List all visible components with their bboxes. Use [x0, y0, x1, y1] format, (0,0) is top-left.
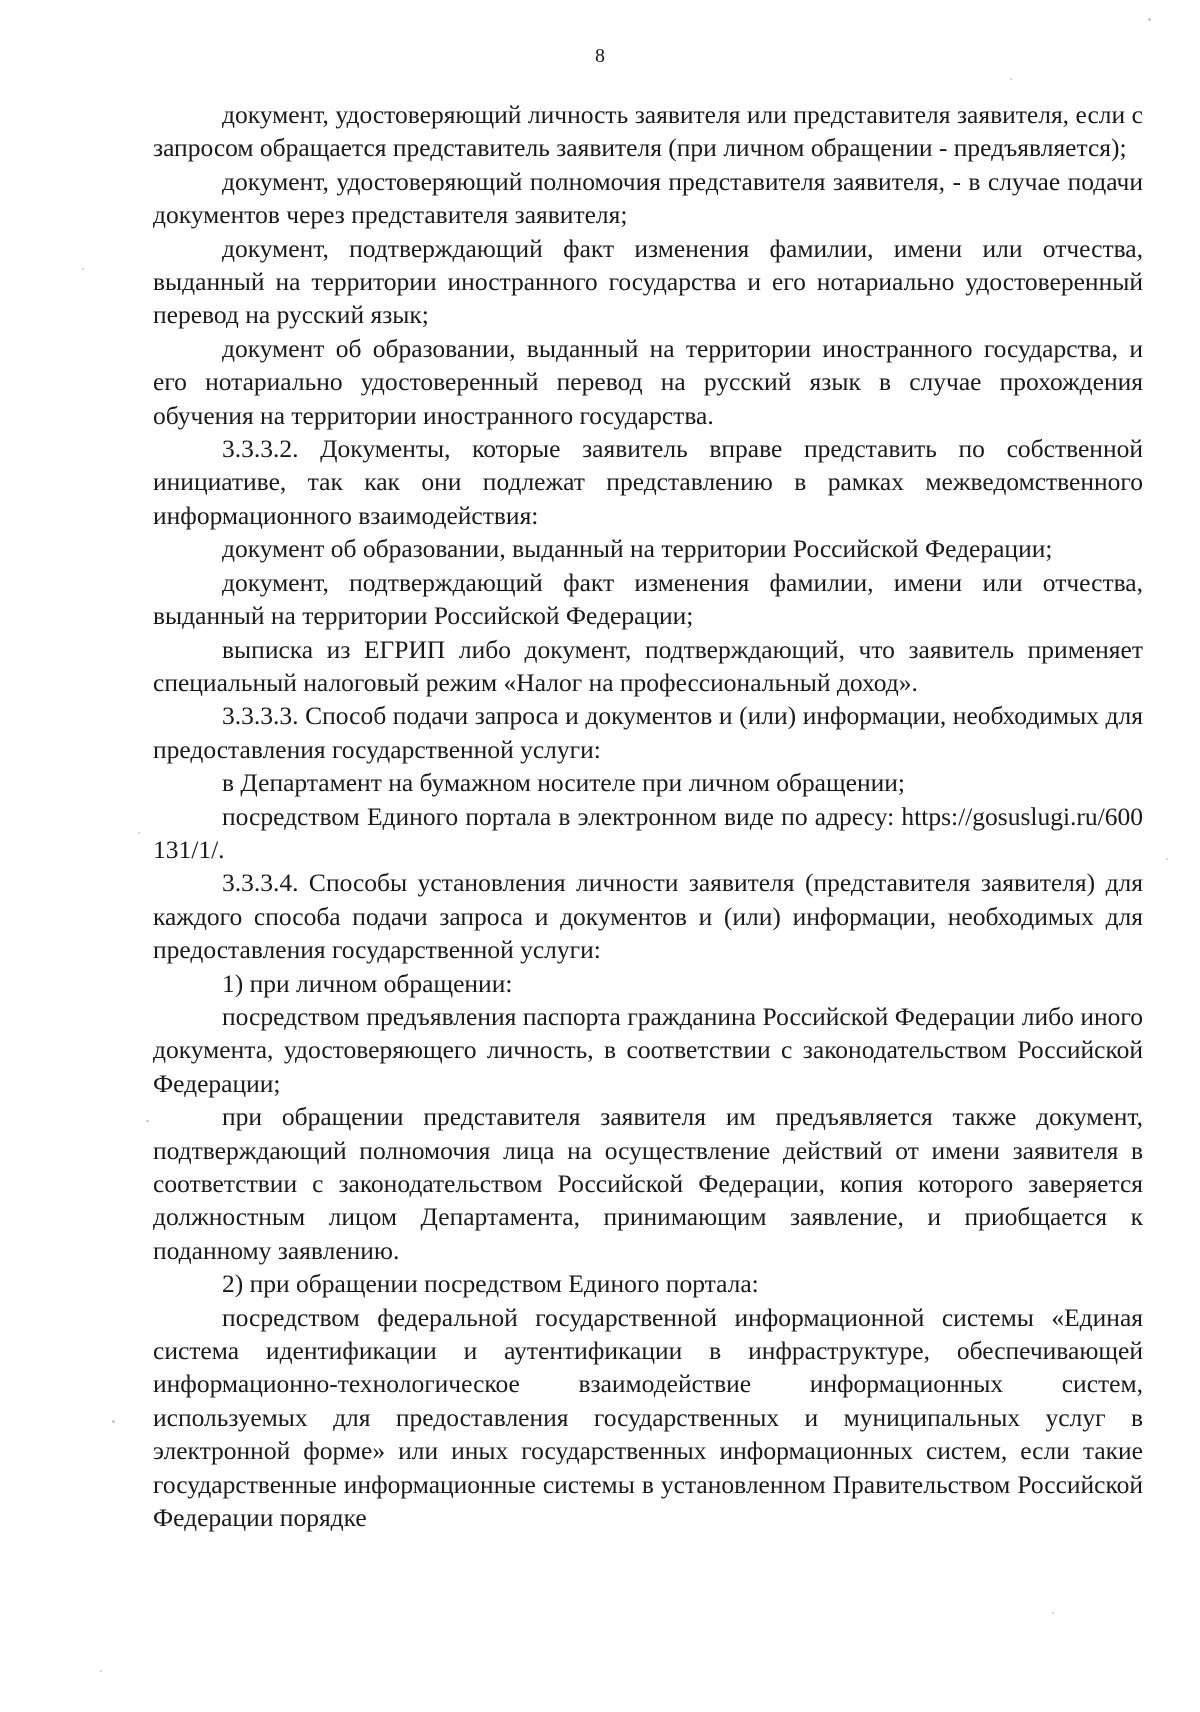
paragraph: посредством федеральной государственной информационной системы «Единая система идентификации и аутентификации в инфраструктуре, обеспечивающей информационно-технологическое взаимодействие информационных систем, используемых для предоставления государственных и муниципальных услуг в электронной форме» или иных государственных информационных систем, если такие государственные информационные системы в установленном Правительством Российской Федерации порядке [153, 1302, 1143, 1533]
paragraph: посредством предъявления паспорта гражданина Российской Федерации либо иного документа, удостоверяющего личность, в соответствии с законодательством Российской Федерации; [153, 1001, 1143, 1098]
list-item-2: 2) при обращении посредством Единого портала: [222, 1269, 759, 1299]
scan-speck [1148, 18, 1151, 21]
paragraph: документ, удостоверяющий личность заявителя или представителя заявителя, если с запросом обращается представитель заявителя (при личном обращении - предъявляется); [153, 100, 1143, 163]
paragraph: документ, подтверждающий факт изменения фамилии, имени или отчества, выданный на территории Российской Федерации; [153, 567, 1143, 631]
scan-speck [82, 268, 84, 270]
scan-speck [100, 1670, 102, 1672]
paragraph: документ, удостоверяющий полномочия представителя заявителя, - в случае подачи документов через представителя заявителя; [153, 166, 1143, 230]
paragraph: документ, подтверждающий факт изменения фамилии, имени или отчества, выданный на территории иностранного государства и его нотариально удостоверенный перевод на русский язык; [153, 233, 1143, 330]
section-3-3-3-2: 3.3.3.2. Документы, которые заявитель вправе представить по собственной инициативе, так как они подлежат представлению в рамках межведомственного информационного взаимодействия: [153, 434, 1143, 530]
paragraph: документ об образовании, выданный на территории Российской Федерации; [222, 534, 1053, 564]
scan-speck [1052, 1612, 1054, 1614]
list-item-1: 1) при личном обращении: [222, 968, 513, 998]
paragraph: документ об образовании, выданный на территории иностранного государства, и его нотариально удостоверенный перевод на русский язык в случае прохождения обучения на территории иностранного государства. [153, 333, 1143, 430]
portal-address-paragraph: посредством Единого портала в электронном виде по адресу: https://gosuslugi.ru/600131/1/. [153, 801, 1143, 864]
scan-speck [1010, 78, 1012, 80]
scan-speck [146, 1120, 149, 1122]
document-body [153, 98, 1143, 1534]
scan-speck [112, 1420, 115, 1423]
paragraph: в Департамент на бумажном носителе при личном обращении; [222, 768, 905, 798]
scan-speck [138, 832, 140, 834]
section-3-3-3-4: 3.3.3.4. Способы установления личности заявителя (представителя заявителя) для каждого способа подачи запроса и документов и (или) информации, необходимых для предоставления государственной услуги: [153, 868, 1143, 965]
section-3-3-3-3: 3.3.3.3. Способ подачи запроса и документов и (или) информации, необходимых для предоставления государственной услуги: [153, 701, 1143, 764]
page-number: 8 [595, 45, 605, 67]
paragraph: выписка из ЕГРИП либо документ, подтверждающий, что заявитель применяет специальный налоговый режим «Налог на профессиональный доход». [153, 634, 1143, 697]
paragraph: при обращении представителя заявителя им предъявляется также документ, подтверждающий полномочия лица на осуществление действий от имени заявителя в соответствии с законодательством Российской Федерации, копия которого заверяется должностным лицом Департамента, принимающим заявление, и приобщается к поданному заявлению. [153, 1102, 1143, 1265]
scan-speck [1166, 858, 1168, 860]
